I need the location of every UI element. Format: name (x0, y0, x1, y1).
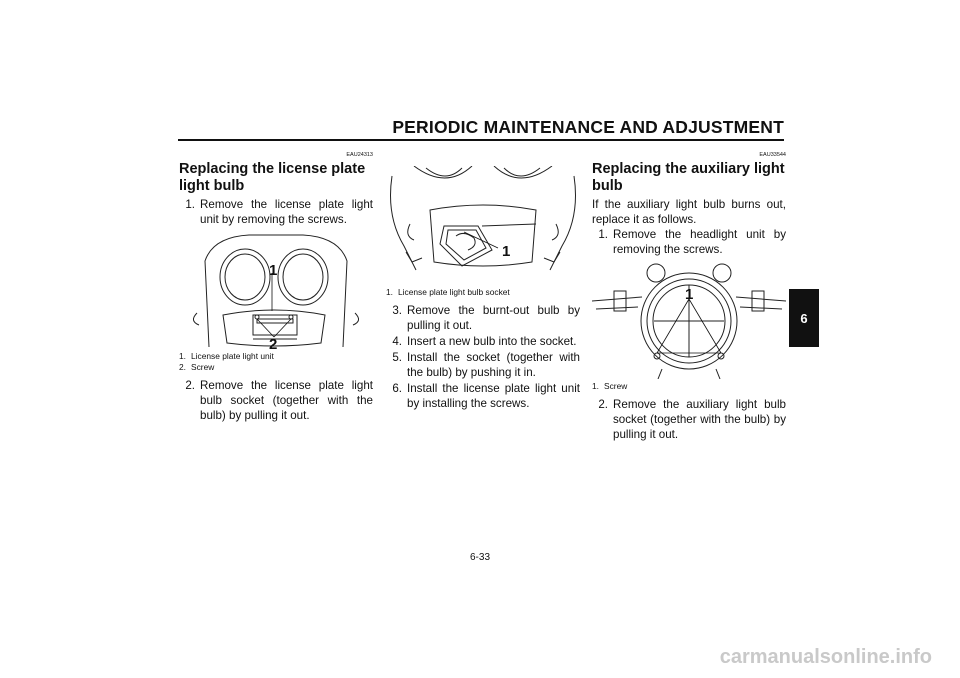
caption-text: License plate light unit (191, 351, 274, 361)
license-plate-unit-illustration (179, 231, 373, 349)
caption-number: 2. (179, 362, 186, 372)
step-text: Remove the auxiliary light bulb socket (together with the bulb) by pulling it out. (613, 398, 786, 441)
step-number: 5. (392, 351, 402, 364)
step (386, 381, 580, 411)
step-text: Remove the license plate light bulb socket (together with the bulb) by pulling it out. (200, 379, 373, 422)
caption (179, 362, 373, 373)
step-number: 4. (392, 335, 402, 348)
caption (179, 351, 373, 362)
step-text: Install the license plate light unit by installing the screws. (407, 382, 580, 410)
header-rule (178, 139, 784, 141)
step-text: Remove the headlight unit by removing the screws. (613, 228, 786, 256)
section-code: EAU33544 (759, 152, 786, 158)
caption (592, 381, 786, 392)
chapter-tab: 6 (789, 289, 819, 347)
step-text: Remove the burnt-out bulb by pulling it out. (407, 304, 580, 332)
step (179, 197, 373, 227)
step-number: 3. (392, 304, 402, 317)
step-number: 2. (185, 379, 195, 392)
caption (386, 287, 580, 298)
step (592, 397, 786, 442)
page-number: 6-33 (469, 552, 490, 563)
step (179, 378, 373, 423)
column-auxiliary-light (592, 150, 786, 443)
column-bulb-socket (386, 150, 580, 412)
figure-captions (179, 351, 373, 373)
column-license-plate (179, 150, 373, 424)
step-text: Install the socket (together with the bulb) by pushing it in. (407, 351, 580, 379)
step (386, 350, 580, 380)
callout-1: 1 (269, 262, 278, 279)
callout-1: 1 (685, 286, 694, 303)
step (592, 227, 786, 257)
caption-text: Screw (604, 381, 628, 391)
callout-2: 2 (269, 336, 278, 349)
caption-text: Screw (191, 362, 215, 372)
step-number: 1. (185, 198, 195, 211)
step-text: Insert a new bulb into the socket. (407, 335, 577, 348)
caption-text: License plate light bulb socket (398, 287, 510, 297)
section-heading: Replacing the auxiliary light bulb (592, 161, 785, 194)
intro-text: If the auxiliary light bulb burns out, replace it as follows. (592, 198, 786, 226)
page-header-title: PERIODIC MAINTENANCE AND ADJUSTMENT (392, 117, 784, 137)
caption-number: 1. (386, 287, 393, 297)
section-code: EAU24313 (346, 152, 373, 158)
step (386, 334, 580, 349)
headlight-unit-illustration (592, 261, 786, 379)
step-number: 2. (598, 398, 608, 411)
section-heading: Replacing the license plate light bulb (179, 161, 366, 194)
step (386, 303, 580, 333)
callout-1: 1 (502, 243, 511, 260)
caption-number: 1. (592, 381, 599, 391)
step-text: Remove the license plate light unit by removing the screws. (200, 198, 373, 226)
watermark: carmanualsonline.info (719, 646, 932, 668)
figure-captions (592, 381, 786, 392)
step-number: 1. (598, 228, 608, 241)
bulb-socket-illustration (386, 166, 580, 281)
step-number: 6. (392, 382, 402, 395)
caption-number: 1. (179, 351, 186, 361)
figure-captions (386, 287, 580, 298)
